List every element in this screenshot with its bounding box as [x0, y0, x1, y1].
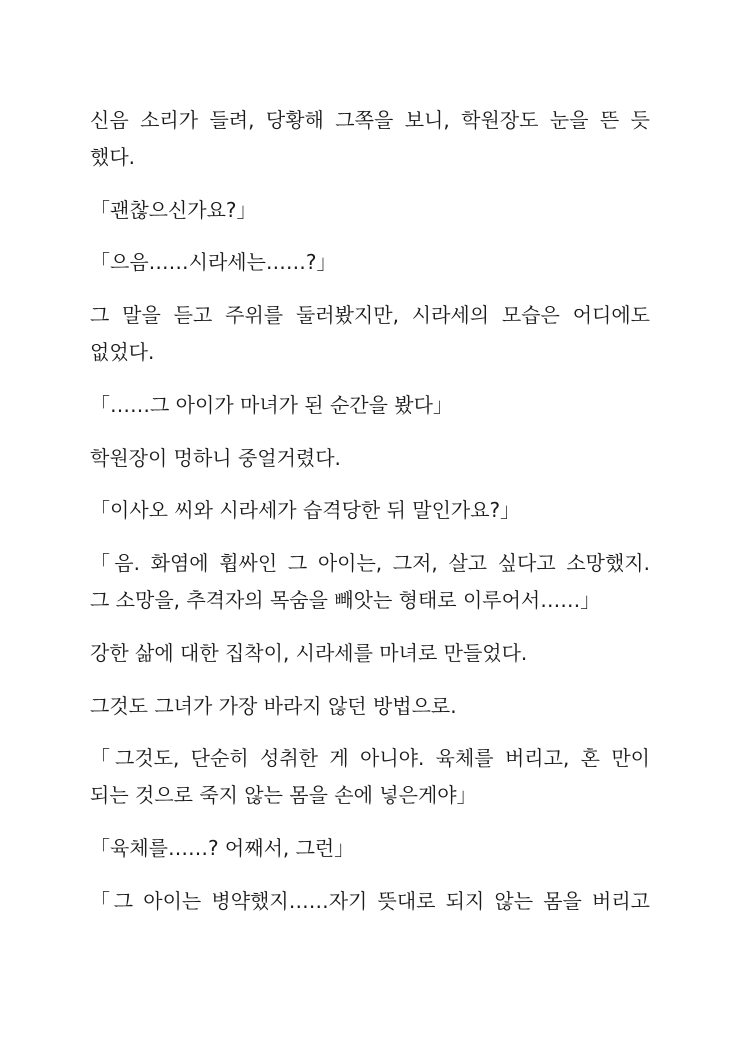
paragraph-line: 그 말을 듣고 주위를 둘러봤지만, 시라세의 모습은 어디에도: [90, 303, 650, 327]
paragraph-line: 했다.: [90, 145, 135, 169]
paragraph-line: 강한 삶에 대한 집착이, 시라세를 마녀로 만들었다.: [90, 641, 528, 665]
paragraph-line: 되는 것으로 죽지 않는 몸을 손에 넣은게야」: [90, 783, 477, 807]
paragraph-3: [90, 244, 650, 281]
paragraph-line: 「으음……시라세는……?」: [90, 250, 337, 274]
paragraph-10: [90, 688, 650, 725]
paragraph-line: 「육체를……? 어째서, 그런」: [90, 836, 355, 860]
paragraph-1: [90, 102, 650, 176]
paragraph-line: 「그것도, 단순히 성취한 게 아니야. 육체를 버리고, 혼 만이: [90, 746, 650, 770]
paragraph-line: 「그 아이는 병약했지……자기 뜻대로 되지 않는 몸을 버리고: [90, 889, 650, 913]
paragraph-12: [90, 830, 650, 867]
paragraph-line: 신음 소리가 들려, 당황해 그쪽을 보니, 학원장도 눈을 뜬 듯: [90, 108, 650, 132]
paragraph-line: 없었다.: [90, 340, 155, 364]
paragraph-8: [90, 545, 650, 619]
paragraph-9: [90, 635, 650, 672]
paragraph-11: [90, 740, 650, 814]
paragraph-line: 「음. 화염에 휩싸인 그 아이는, 그저, 살고 싶다고 소망했지.: [90, 551, 650, 575]
paragraph-7: [90, 492, 650, 529]
paragraph-line: 그것도 그녀가 가장 바라지 않던 방법으로.: [90, 694, 457, 718]
paragraph-4: [90, 297, 650, 371]
paragraph-line: 학원장이 멍하니 중얼거렸다.: [90, 446, 341, 470]
paragraph-2: [90, 192, 650, 229]
paragraph-6: [90, 440, 650, 477]
paragraph-line: 「괜찮으신가요?」: [90, 198, 257, 222]
paragraph-5: [90, 387, 650, 424]
paragraph-line: 「……그 아이가 마녀가 된 순간을 봤다」: [90, 393, 453, 417]
paragraph-line: 「이사오 씨와 시라세가 습격당한 뒤 말인가요?」: [90, 498, 521, 522]
paragraph-line: 그 소망을, 추격자의 목숨을 빼앗는 형태로 이루어서……」: [90, 588, 601, 612]
paragraph-13: [90, 883, 650, 920]
